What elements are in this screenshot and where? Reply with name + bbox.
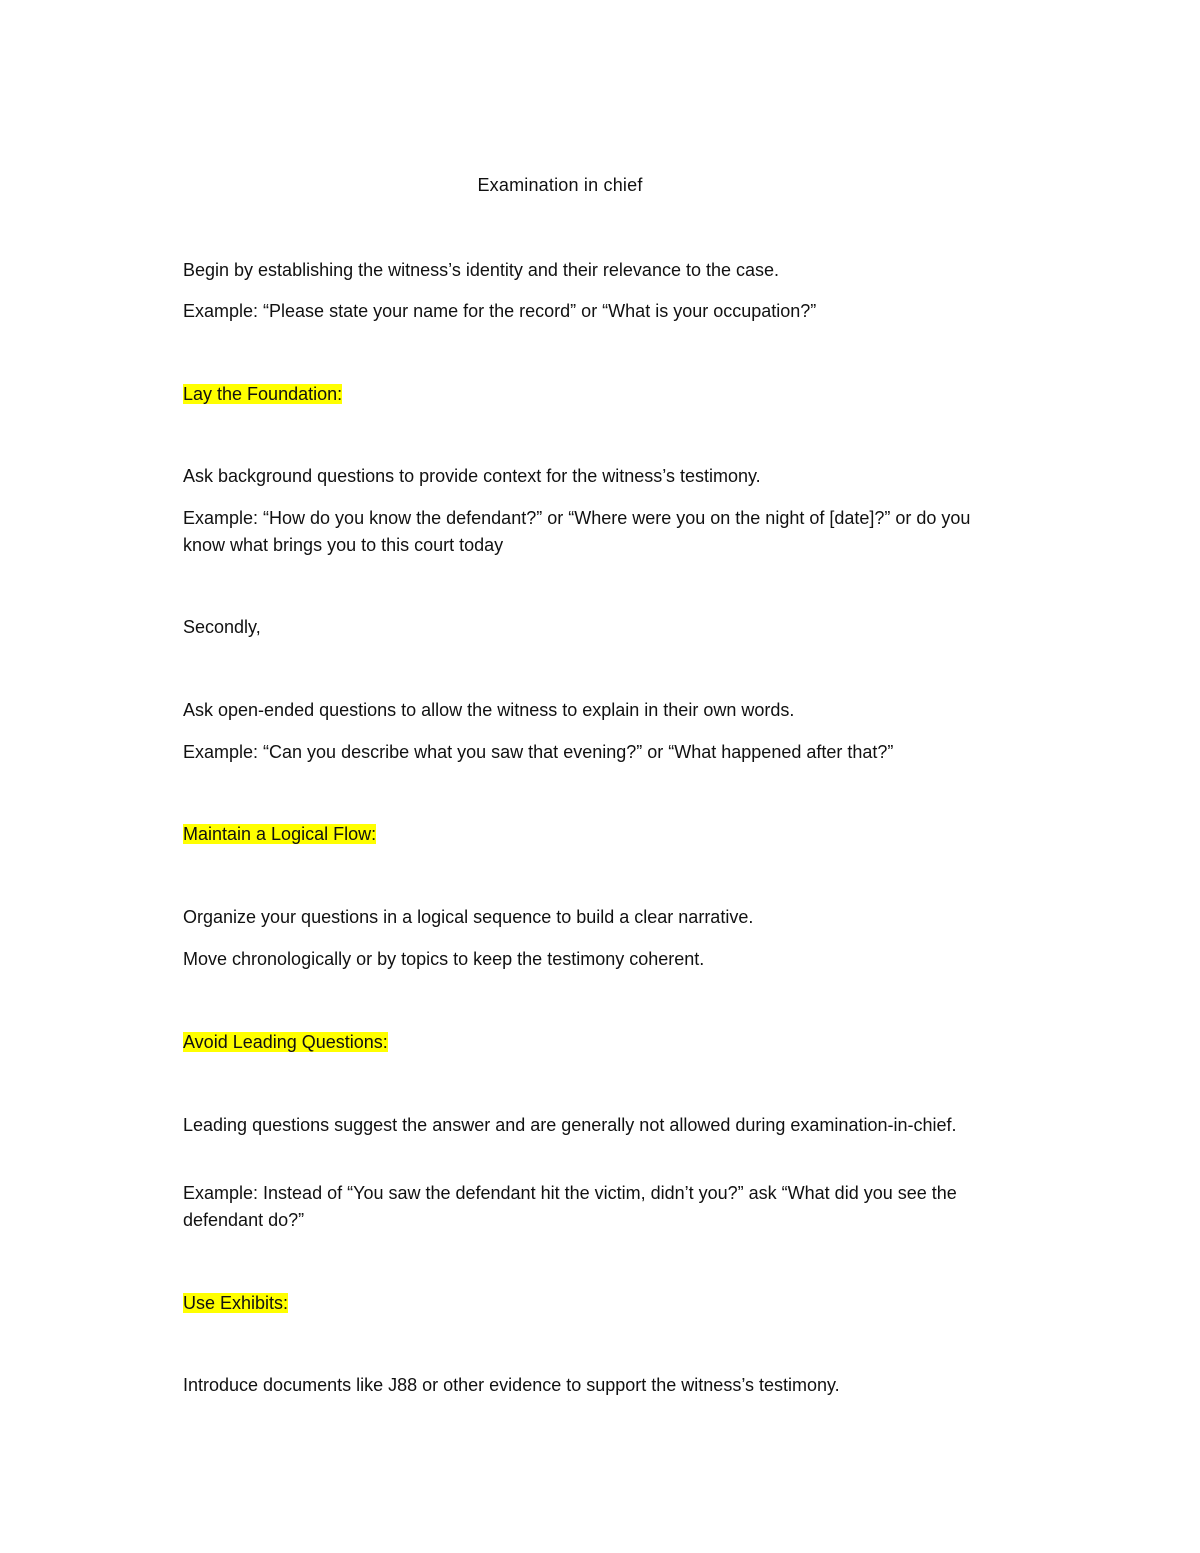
highlighted-heading: Maintain a Logical Flow: xyxy=(183,824,377,844)
intro-text: Begin by establishing the witness’s identity and their relevance to the case. xyxy=(183,260,780,280)
highlighted-heading: Avoid Leading Questions: xyxy=(183,1032,388,1052)
section-paragraph: Introduce documents like J88 or other evidence to support the witness’s testimony. xyxy=(183,1375,840,1395)
section-heading-lay-foundation xyxy=(183,381,1013,408)
section-paragraph: Example: “Can you describe what you saw that evening?” or “What happened after that?” xyxy=(183,742,894,762)
highlighted-heading: Lay the Foundation: xyxy=(183,384,343,404)
section-paragraph: Leading questions suggest the answer and are generally not allowed during examination-in-chief. xyxy=(183,1115,957,1135)
section-heading-secondly: Secondly, xyxy=(183,617,261,637)
document-title: Examination in chief xyxy=(477,175,643,195)
section-paragraph: Example: “How do you know the defendant?” or “Where were you on the night of [date]?” or do you know what brings you to this court today xyxy=(183,508,971,555)
section-heading-use-exhibits xyxy=(183,1290,1013,1317)
section-paragraph: Organize your questions in a logical sequence to build a clear narrative. xyxy=(183,907,754,927)
intro-example: Example: “Please state your name for the record” or “What is your occupation?” xyxy=(183,301,817,321)
section-paragraph: Example: Instead of “You saw the defendant hit the victim, didn’t you?” ask “What did you see the defendant do?” xyxy=(183,1183,957,1230)
section-paragraph: Ask background questions to provide context for the witness’s testimony. xyxy=(183,466,761,486)
section-heading-logical-flow xyxy=(183,821,1013,848)
highlighted-heading: Use Exhibits: xyxy=(183,1293,289,1313)
section-heading-avoid-leading xyxy=(183,1029,1013,1056)
section-paragraph: Move chronologically or by topics to keep the testimony coherent. xyxy=(183,949,705,969)
section-paragraph: Ask open-ended questions to allow the witness to explain in their own words. xyxy=(183,700,795,720)
